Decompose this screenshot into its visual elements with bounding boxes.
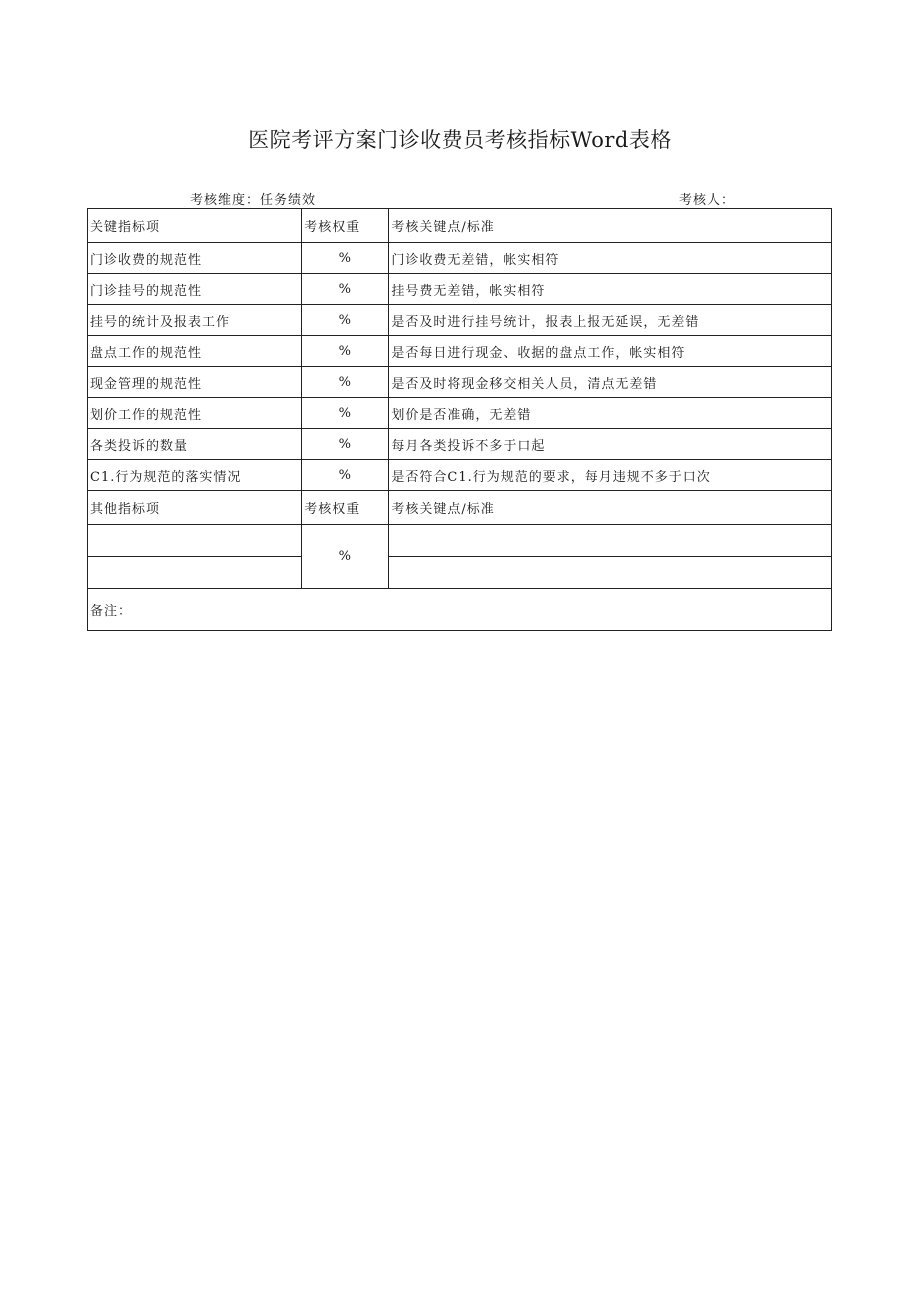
standard-cell: 是否符合C1.行为规范的要求，每月违规不多于口次 bbox=[389, 460, 832, 491]
standard-cell: 门诊收费无差错，帐实相符 bbox=[389, 243, 832, 274]
table-row bbox=[88, 460, 832, 491]
indicator-cell: 划价工作的规范性 bbox=[88, 398, 302, 429]
other-header-row bbox=[88, 491, 832, 525]
table-row bbox=[88, 367, 832, 398]
header-other-standard: 考核关键点/标准 bbox=[389, 491, 832, 525]
header-standard: 考核关键点/标准 bbox=[389, 209, 832, 243]
table-header-row bbox=[88, 209, 832, 243]
weight-cell: % bbox=[302, 274, 389, 305]
table-row bbox=[88, 336, 832, 367]
table-row bbox=[88, 429, 832, 460]
table-row bbox=[88, 305, 832, 336]
other-standard-cell bbox=[389, 525, 832, 557]
header-weight: 考核权重 bbox=[302, 209, 389, 243]
other-weight-cell: % bbox=[302, 525, 389, 589]
standard-cell: 挂号费无差错，帐实相符 bbox=[389, 274, 832, 305]
other-row bbox=[88, 557, 832, 589]
other-standard-cell bbox=[389, 557, 832, 589]
other-row bbox=[88, 525, 832, 557]
assessment-table bbox=[87, 208, 832, 631]
other-indicator-cell bbox=[88, 557, 302, 589]
weight-cell: % bbox=[302, 460, 389, 491]
header-other-weight: 考核权重 bbox=[302, 491, 389, 525]
indicator-cell: 门诊收费的规范性 bbox=[88, 243, 302, 274]
other-indicator-cell bbox=[88, 525, 302, 557]
standard-cell: 划价是否准确，无差错 bbox=[389, 398, 832, 429]
indicator-cell: 现金管理的规范性 bbox=[88, 367, 302, 398]
assessment-dimension-label: 考核维度：任务绩效 bbox=[190, 193, 317, 208]
indicator-cell: 门诊挂号的规范性 bbox=[88, 274, 302, 305]
indicator-cell: C1.行为规范的落实情况 bbox=[88, 460, 302, 491]
indicator-cell: 挂号的统计及报表工作 bbox=[88, 305, 302, 336]
weight-cell: % bbox=[302, 429, 389, 460]
weight-cell: % bbox=[302, 367, 389, 398]
standard-cell: 每月各类投诉不多于口起 bbox=[389, 429, 832, 460]
weight-cell: % bbox=[302, 305, 389, 336]
table-row bbox=[88, 243, 832, 274]
header-key-indicator: 关键指标项 bbox=[88, 209, 302, 243]
table-row bbox=[88, 274, 832, 305]
assessor-label: 考核人： bbox=[679, 193, 736, 208]
standard-cell: 是否及时进行挂号统计，报表上报无延误，无差错 bbox=[389, 305, 832, 336]
table-row bbox=[88, 398, 832, 429]
header-other-indicator: 其他指标项 bbox=[88, 491, 302, 525]
standard-cell: 是否及时将现金移交相关人员，清点无差错 bbox=[389, 367, 832, 398]
standard-cell: 是否每日进行现金、收据的盘点工作，帐实相符 bbox=[389, 336, 832, 367]
remark-cell: 备注： bbox=[88, 589, 832, 631]
indicator-cell: 各类投诉的数量 bbox=[88, 429, 302, 460]
weight-cell: % bbox=[302, 398, 389, 429]
remark-row bbox=[88, 589, 832, 631]
page-title: 医院考评方案门诊收费员考核指标Word表格 bbox=[248, 128, 672, 152]
weight-cell: % bbox=[302, 243, 389, 274]
weight-cell: % bbox=[302, 336, 389, 367]
indicator-cell: 盘点工作的规范性 bbox=[88, 336, 302, 367]
